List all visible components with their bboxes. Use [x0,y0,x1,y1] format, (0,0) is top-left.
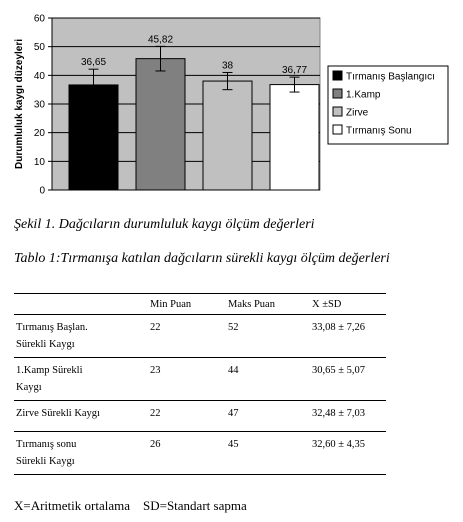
legend-entry: 1.Kamp [346,89,381,101]
y-tick-label: 10 [33,156,45,168]
footnote: X=Aritmetik ortalama SD=Standart sapma [14,498,247,513]
bar [203,81,252,190]
row-label-line: Zirve Sürekli Kaygı [16,408,100,419]
value-label: 36,65 [80,57,107,69]
legend-entry: Tırmanış Başlangıcı [346,71,435,83]
row-label [14,315,148,358]
cell-mean-sd: 33,08 ± 7,26 [310,315,386,358]
cell-mean-sd: 30,65 ± 5,07 [310,358,386,401]
data-table [14,293,386,475]
header-cell-max: Maks Puan [226,294,310,315]
row-label-line: Tırmanış sonu [16,439,77,450]
value-label: 38 [221,60,234,72]
figure-caption: Şekil 1. Dağcıların durumluluk kaygı ölçüm değerleri [14,217,315,232]
cell-min: 26 [148,432,226,475]
table-caption: Tablo 1:Tırmanışa katılan dağcıların sürekli kaygı ölçüm değerleri [14,251,390,266]
table-row [14,358,386,401]
y-tick-label: 30 [33,99,45,111]
header-cell-label [14,294,148,315]
row-label-line: Sürekli Kaygı [16,339,75,350]
cell-max: 52 [226,315,310,358]
table-row [14,432,386,475]
cell-max: 45 [226,432,310,475]
row-label [14,432,148,475]
row-label [14,358,148,401]
bar [270,85,319,190]
cell-min: 23 [148,358,226,401]
table-header-row [14,294,386,315]
bar [136,59,185,190]
table-row [14,315,386,358]
y-axis-ticks [34,14,52,197]
cell-max: 44 [226,358,310,401]
header-cell-mean-sd: X ±SD [310,294,386,315]
table-row [14,401,386,432]
y-tick-label: 60 [33,13,45,25]
legend-swatch [333,89,342,98]
row-label-line: Kaygı [16,382,42,393]
cell-max: 47 [226,401,310,432]
legend-entry: Tırmanış Sonu [346,125,412,137]
cell-min: 22 [148,401,226,432]
legend-entry: Zirve [346,107,369,119]
cell-min: 22 [148,315,226,358]
row-label-line: Sürekli Kaygı [16,456,75,467]
row-label-line: Tırmanış Başlan. [16,322,88,333]
header-cell-min: Min Puan [148,294,226,315]
y-tick-label: 20 [33,128,45,140]
value-label: 45,82 [147,34,174,46]
cell-mean-sd: 32,60 ± 4,35 [310,432,386,475]
y-tick-label: 0 [39,185,45,197]
y-axis-label: Durumluluk kaygı düzeyleri [14,38,25,170]
bar-chart [0,0,463,205]
row-label-line: 1.Kamp Sürekli [16,365,83,376]
legend [328,66,448,144]
value-label: 36,77 [281,65,308,77]
row-label [14,401,148,432]
legend-swatch [333,71,342,80]
y-tick-label: 40 [33,70,45,82]
legend-swatch [333,107,342,116]
y-tick-label: 50 [33,42,45,54]
cell-mean-sd: 32,48 ± 7,03 [310,401,386,432]
legend-swatch [333,125,342,134]
